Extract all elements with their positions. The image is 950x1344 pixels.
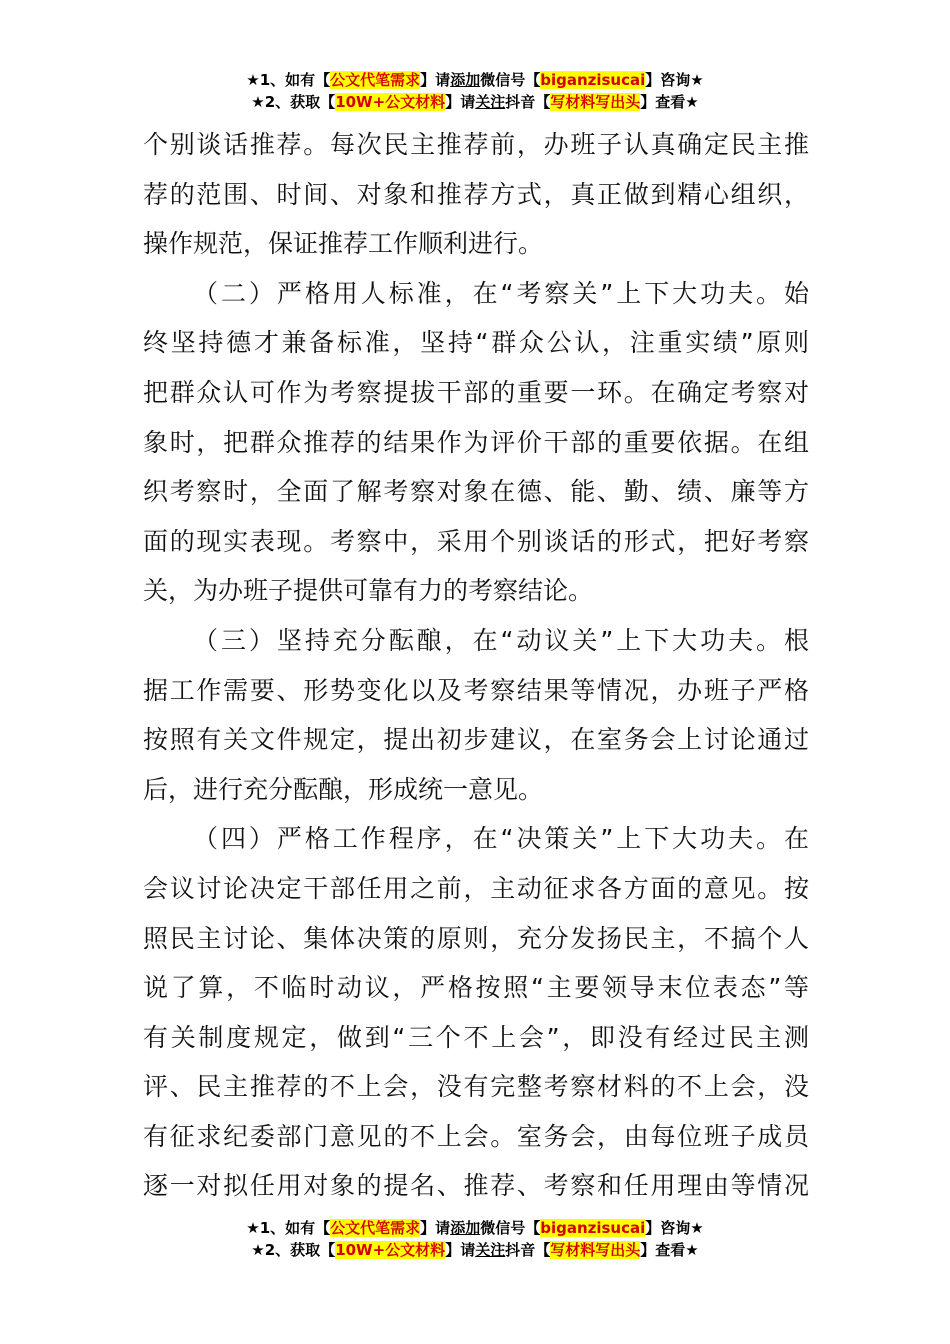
text-line: 面的现实表现。考察中，采用个别谈话的形式，把好考察 [143,526,809,556]
banner-highlight: 公文代笔需求 [330,1219,421,1237]
banner-text: 】咨询★ [645,71,704,89]
banner-text: ★1、如有【 [246,71,331,89]
text-line: 据工作需要、形势变化以及考察结果等情况，办班子严格 [143,675,809,705]
banner-highlight: biganzisucai [540,71,646,89]
banner-text: 】咨询★ [645,1219,704,1237]
banner-text: 】查看★ [640,1241,699,1259]
banner-line-2 [0,1239,950,1261]
section-heading-line: （三）坚持充分酝酿，在“动议关”上下大功夫。根 [193,625,809,655]
banner-text: 抖音【 [505,93,551,111]
banner-highlight: 写材料写出头 [550,1241,641,1259]
banner-highlight: 写材料写出头 [550,93,641,111]
banner-underlined-text: 添加 [450,71,481,89]
banner-highlight: 10W+公文材料 [335,93,446,111]
banner-line-1 [0,1217,950,1239]
text-line: 关，为办班子提供可靠有力的考察结论。 [143,576,594,606]
document-body [143,120,809,1211]
text-line: 有征求纪委部门意见的不上会。室务会，由每位班子成员 [143,1121,809,1151]
banner-underlined-text: 关注 [475,93,506,111]
text-line: 按照有关文件规定，提出初步建议，在室务会上讨论通过 [143,725,809,755]
banner-text: 抖音【 [505,1241,551,1259]
banner-highlight: 10W+公文材料 [335,1241,446,1259]
banner-line-2 [0,91,950,113]
text-line: 织考察时，全面了解考察对象在德、能、勤、绩、廉等方 [143,477,809,507]
banner-underlined-text: 关注 [475,1241,506,1259]
text-line: 逐一对拟任用对象的提名、推荐、考察和任用理由等情况 [143,1171,809,1201]
banner-highlight: biganzisucai [540,1219,646,1237]
text-line: 操作规范，保证推荐工作顺利进行。 [143,229,544,259]
text-line: 说了算，不临时动议，严格按照“主要领导末位表态”等 [143,973,809,1003]
footer-banner [0,1217,950,1261]
text-line: 照民主讨论、集体决策的原则，充分发扬民主，不搞个人 [143,923,809,953]
banner-highlight: 公文代笔需求 [330,71,421,89]
banner-line-1 [0,69,950,91]
text-line: 个别谈话推荐。每次民主推荐前，办班子认真确定民主推 [143,130,809,159]
text-line: 后，进行充分酝酿，形成统一意见。 [143,774,544,804]
banner-text: 微信号【 [480,71,541,89]
section-heading-line: （二）严格用人标准，在“考察关”上下大功夫。始 [193,278,809,308]
text-line: 评、民主推荐的不上会，没有完整考察材料的不上会，没 [143,1072,809,1102]
banner-text: ★2、获取【 [251,1241,336,1259]
banner-underlined-text: 添加 [450,1219,481,1237]
text-line: 会议讨论决定干部任用之前，主动征求各方面的意见。按 [143,873,809,903]
banner-text: 】请 [445,93,476,111]
banner-text: 】请 [420,71,451,89]
text-line: 终坚持德才兼备标准，坚持“群众公认，注重实绩”原则 [143,328,809,358]
banner-text: 】请 [445,1241,476,1259]
text-line: 有关制度规定，做到“三个不上会”，即没有经过民主测 [143,1022,809,1052]
text-line: 荐的范围、时间、对象和推荐方式，真正做到精心组织， [143,179,809,209]
text-line: 象时，把群众推荐的结果作为评价干部的重要依据。在组 [143,427,809,457]
banner-text: 】查看★ [640,93,699,111]
banner-text: ★1、如有【 [246,1219,331,1237]
section-heading-line: （四）严格工作程序，在“决策关”上下大功夫。在 [193,824,809,854]
banner-text: ★2、获取【 [251,93,336,111]
banner-text: 】请 [420,1219,451,1237]
banner-text: 微信号【 [480,1219,541,1237]
text-line: 把群众认可作为考察提拔干部的重要一环。在确定考察对 [143,377,809,407]
header-banner [0,69,950,113]
